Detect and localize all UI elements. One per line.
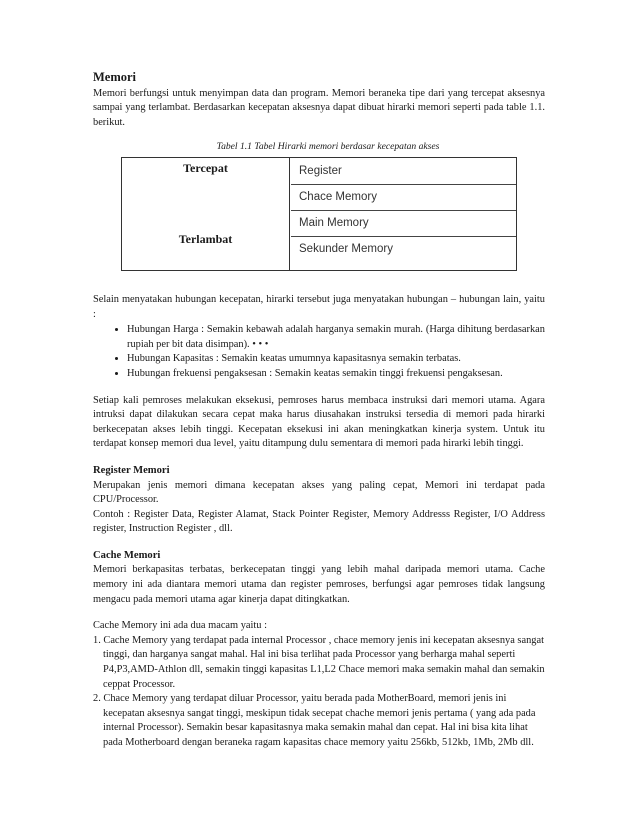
relation-list [93,323,545,381]
list-item: 2. Chace Memory yang terdapat diluar Processor, yaitu berada pada MotherBoard, memori jenis ini kecepatan aksesnya sangat tinggi, meskipun tidak secepat chache memori jenis pertama ( yang ada pada internal Processor). Semakin besar kapasitasnya maka semakin mahal dan cepat. Hal ini bisa kita lihat pada Motherboard dengan beraneka ragam kapasitas chace memory yaitu 256kb, 512kb, 1Mb, 2Mb dll. [93,693,536,748]
process-paragraph: Setiap kali pemroses melakukan eksekusi, pemroses harus membaca instruksi dari memori utama. Agara intruksi dapat dilakukan secara cepat maka harus diusahakan instruksi tersedia di memori pada hirarki berkecepatan akses lebih tinggi. Kecepatan eksekusi ini akan meningkatkan kinerja system. Untuk itu terdapat konsep memori dua level, yaitu ditampung dulu sementara di memori pada hirarki lebih tinggi. [93,394,545,450]
table-caption: Tabel 1.1 Tabel Hirarki memori berdasar kecepatan akses [216,141,440,153]
register-text: Merupakan jenis memori dimana kecepatan akses yang paling cepat, Memori ini terdapat pada CPU/Processor. [93,479,545,506]
memory-hierarchy-table [121,157,517,271]
cache-text: Memori berkapasitas terbatas, berkecepatan tinggi yang lebih mahal daripada memori utama. Cache memory ini ada diantara memori utama dan register pemroses, berfungsi agar pemroses tidak langsung mengacu pada memori utama agar kinerja dapat ditingkatkan. [93,564,545,605]
table-row: Register [291,158,516,185]
list-item: • Hubungan frekuensi pengaksesan : Semakin keatas semakin tinggi frekuensi pengaksesan. [127,367,545,382]
relation-intro: Selain menyatakan hubungan kecepatan, hirarki tersebut juga menyatakan hubungan – hubungan lain, yaitu : [93,293,545,320]
list-item: • Hubungan Kapasitas : Semakin keatas umumnya kapasitasnya semakin terbatas. [127,352,545,367]
list-item: • Hubungan Harga : Semakin kebawah adalah harganya semakin murah. (Harga dihitung berdasarkan rupiah per bit data disimpan). • • • [127,323,545,352]
cache-types-intro: Cache Memory ini ada dua macam yaitu : [93,620,267,632]
section-heading-cache: Cache Memori [93,549,161,561]
table-row: Chace Memory [291,184,516,211]
section-heading-register: Register Memori [93,464,170,476]
memori-intro: Memori berfungsi untuk menyimpan data dan program. Memori beraneka tipe dari yang tercepat aksesnya sampai yang terlambat. Berdasarkan kecepatan aksesnya dapat dibuat hirarki memori seperti pada table 1.1. berikut. [93,87,545,128]
label-terlambat: Terlambat [178,231,233,246]
register-example: Contoh : Register Data, Register Alamat, Stack Pointer Register, Memory Addresss Register, I/O Address register, Instruction Register , dll. [93,508,545,535]
list-item: 1. Cache Memory yang terdapat pada internal Processor , chace memory jenis ini kecepatan aksesnya sangat tinggi, dan harganya sangat mahal. Hal ini bisa terlihat pada Processor yang berharga mahal seperti P4,P3,AMD-Athlon dll, semakin tinggi kapasitas L1,L2 Chace memori maka semakin mahal dan semakin ceppat Processor. [93,634,545,690]
table-row: Main Memory [291,210,516,237]
label-tercepat: Tercepat [183,160,228,175]
cache-types-list [93,634,545,751]
document-page [93,70,545,751]
table-divider [289,158,290,270]
table-row: Sekunder Memory [299,242,393,255]
section-heading-memori: Memori [93,70,137,84]
